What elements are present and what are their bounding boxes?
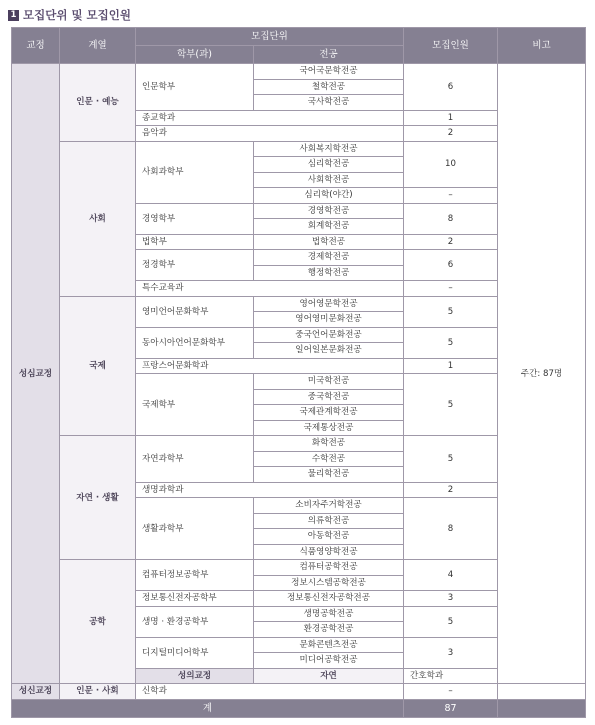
count-cell: 8: [404, 498, 498, 560]
major-cell: 국제통상전공: [254, 420, 404, 436]
major-cell: 법학전공: [254, 234, 404, 250]
major-cell: 일어일본문화전공: [254, 343, 404, 359]
major-cell: 행정학전공: [254, 265, 404, 281]
dept-cell: 국제학부: [136, 374, 254, 436]
count-cell: 5: [404, 374, 498, 436]
major-cell: 물리학전공: [254, 467, 404, 483]
major-cell: 의류학전공: [254, 513, 404, 529]
dept-cell: 정경학부: [136, 250, 254, 281]
count-cell: 6: [404, 64, 498, 111]
header-unit: 모집단위: [136, 28, 404, 46]
major-cell: 미디어공학전공: [254, 653, 404, 669]
dept-cell: 신학과: [136, 684, 404, 700]
dept-cell: 영미언어문화학부: [136, 296, 254, 327]
count-cell: 2: [404, 482, 498, 498]
section-number-badge: 1: [8, 10, 19, 21]
major-cell: 영어영미문화전공: [254, 312, 404, 328]
count-cell: –: [404, 188, 498, 204]
header-note: 비고: [498, 28, 586, 64]
campus-cell: 성의교정: [136, 668, 254, 684]
field-cell: 자연: [254, 668, 404, 684]
header-campus: 교정: [12, 28, 60, 64]
major-cell: 심리학전공: [254, 157, 404, 173]
total-value: 87: [404, 699, 498, 717]
major-cell: 수학전공: [254, 451, 404, 467]
field-cell: 사회: [60, 141, 136, 296]
count-cell: 2: [404, 126, 498, 142]
field-cell: 공학: [60, 560, 136, 684]
field-cell: 인문 · 예능: [60, 64, 136, 142]
dept-cell: 생명 · 환경공학부: [136, 606, 254, 637]
note-cell: 주간: 87명: [498, 64, 586, 684]
dept-cell: 생명과학과: [136, 482, 404, 498]
count-cell: 5: [404, 327, 498, 358]
major-cell: 생명공학전공: [254, 606, 404, 622]
recruitment-table: [11, 27, 586, 718]
header-dept: 학부(과): [136, 46, 254, 64]
major-cell: 영어영문학전공: [254, 296, 404, 312]
major-cell: 사회학전공: [254, 172, 404, 188]
major-cell: 국어국문학전공: [254, 64, 404, 80]
dept-cell: 특수교육과: [136, 281, 404, 297]
count-cell: 5: [404, 436, 498, 483]
count-cell: 6: [404, 250, 498, 281]
dept-cell: 인문학부: [136, 64, 254, 111]
dept-cell: 컴퓨터정보공학부: [136, 560, 254, 591]
major-cell: 중국학전공: [254, 389, 404, 405]
major-cell: 아동학전공: [254, 529, 404, 545]
campus-cell: 성심교정: [12, 64, 60, 684]
section-title: [8, 6, 131, 24]
major-cell: 경제학전공: [254, 250, 404, 266]
field-cell: 인문 · 사회: [60, 684, 136, 700]
field-cell: 자연 · 생활: [60, 436, 136, 560]
count-cell: 5: [404, 606, 498, 637]
major-cell: 국사학전공: [254, 95, 404, 111]
dept-cell: 프랑스어문화학과: [136, 358, 404, 374]
count-cell: 3: [404, 591, 498, 607]
count-cell: 2: [404, 234, 498, 250]
major-cell: 철학전공: [254, 79, 404, 95]
count-cell: 3: [404, 637, 498, 668]
count-cell: 4: [404, 560, 498, 591]
section-title-text: 모집단위 및 모집인원: [23, 8, 131, 22]
count-cell: 5: [404, 296, 498, 327]
count-cell: 8: [404, 203, 498, 234]
major-cell: 경영학전공: [254, 203, 404, 219]
total-note-empty: [498, 699, 586, 717]
major-cell: 소비자주거학전공: [254, 498, 404, 514]
header-major: 전공: [254, 46, 404, 64]
dept-cell: 경영학부: [136, 203, 254, 234]
count-cell: –: [404, 281, 498, 297]
header-count: 모집인원: [404, 28, 498, 64]
major-cell: 환경공학전공: [254, 622, 404, 638]
dept-cell: 법학부: [136, 234, 254, 250]
major-cell: 식품영양학전공: [254, 544, 404, 560]
count-cell: 1: [404, 358, 498, 374]
dept-cell: 종교학과: [136, 110, 404, 126]
dept-cell: 정보통신전자공학부: [136, 591, 254, 607]
header-field: 계열: [60, 28, 136, 64]
major-cell: 중국언어문화전공: [254, 327, 404, 343]
field-cell: 국제: [60, 296, 136, 436]
major-cell: 회계학전공: [254, 219, 404, 235]
major-cell: 컴퓨터공학전공: [254, 560, 404, 576]
count-cell: 1: [404, 110, 498, 126]
dept-cell: 음악과: [136, 126, 404, 142]
major-cell: 미국학전공: [254, 374, 404, 390]
dept-cell: 디지털미디어학부: [136, 637, 254, 668]
major-cell: 문화콘텐츠전공: [254, 637, 404, 653]
major-cell: 심리학(야간): [254, 188, 404, 204]
major-cell: 사회복지학전공: [254, 141, 404, 157]
major-cell: 화학전공: [254, 436, 404, 452]
major-cell: 국제관계학전공: [254, 405, 404, 421]
major-cell: 정보통신전자공학전공: [254, 591, 404, 607]
dept-cell: 사회과학부: [136, 141, 254, 203]
major-cell: 정보시스템공학전공: [254, 575, 404, 591]
total-label: 계: [12, 699, 404, 717]
campus-cell: 성신교정: [12, 684, 60, 700]
count-cell: –: [404, 684, 498, 700]
dept-cell: 자연과학부: [136, 436, 254, 483]
dept-cell: 간호학과: [404, 668, 586, 684]
dept-cell: 동아시아언어문화학부: [136, 327, 254, 358]
dept-cell: 생활과학부: [136, 498, 254, 560]
count-cell: 10: [404, 141, 498, 188]
